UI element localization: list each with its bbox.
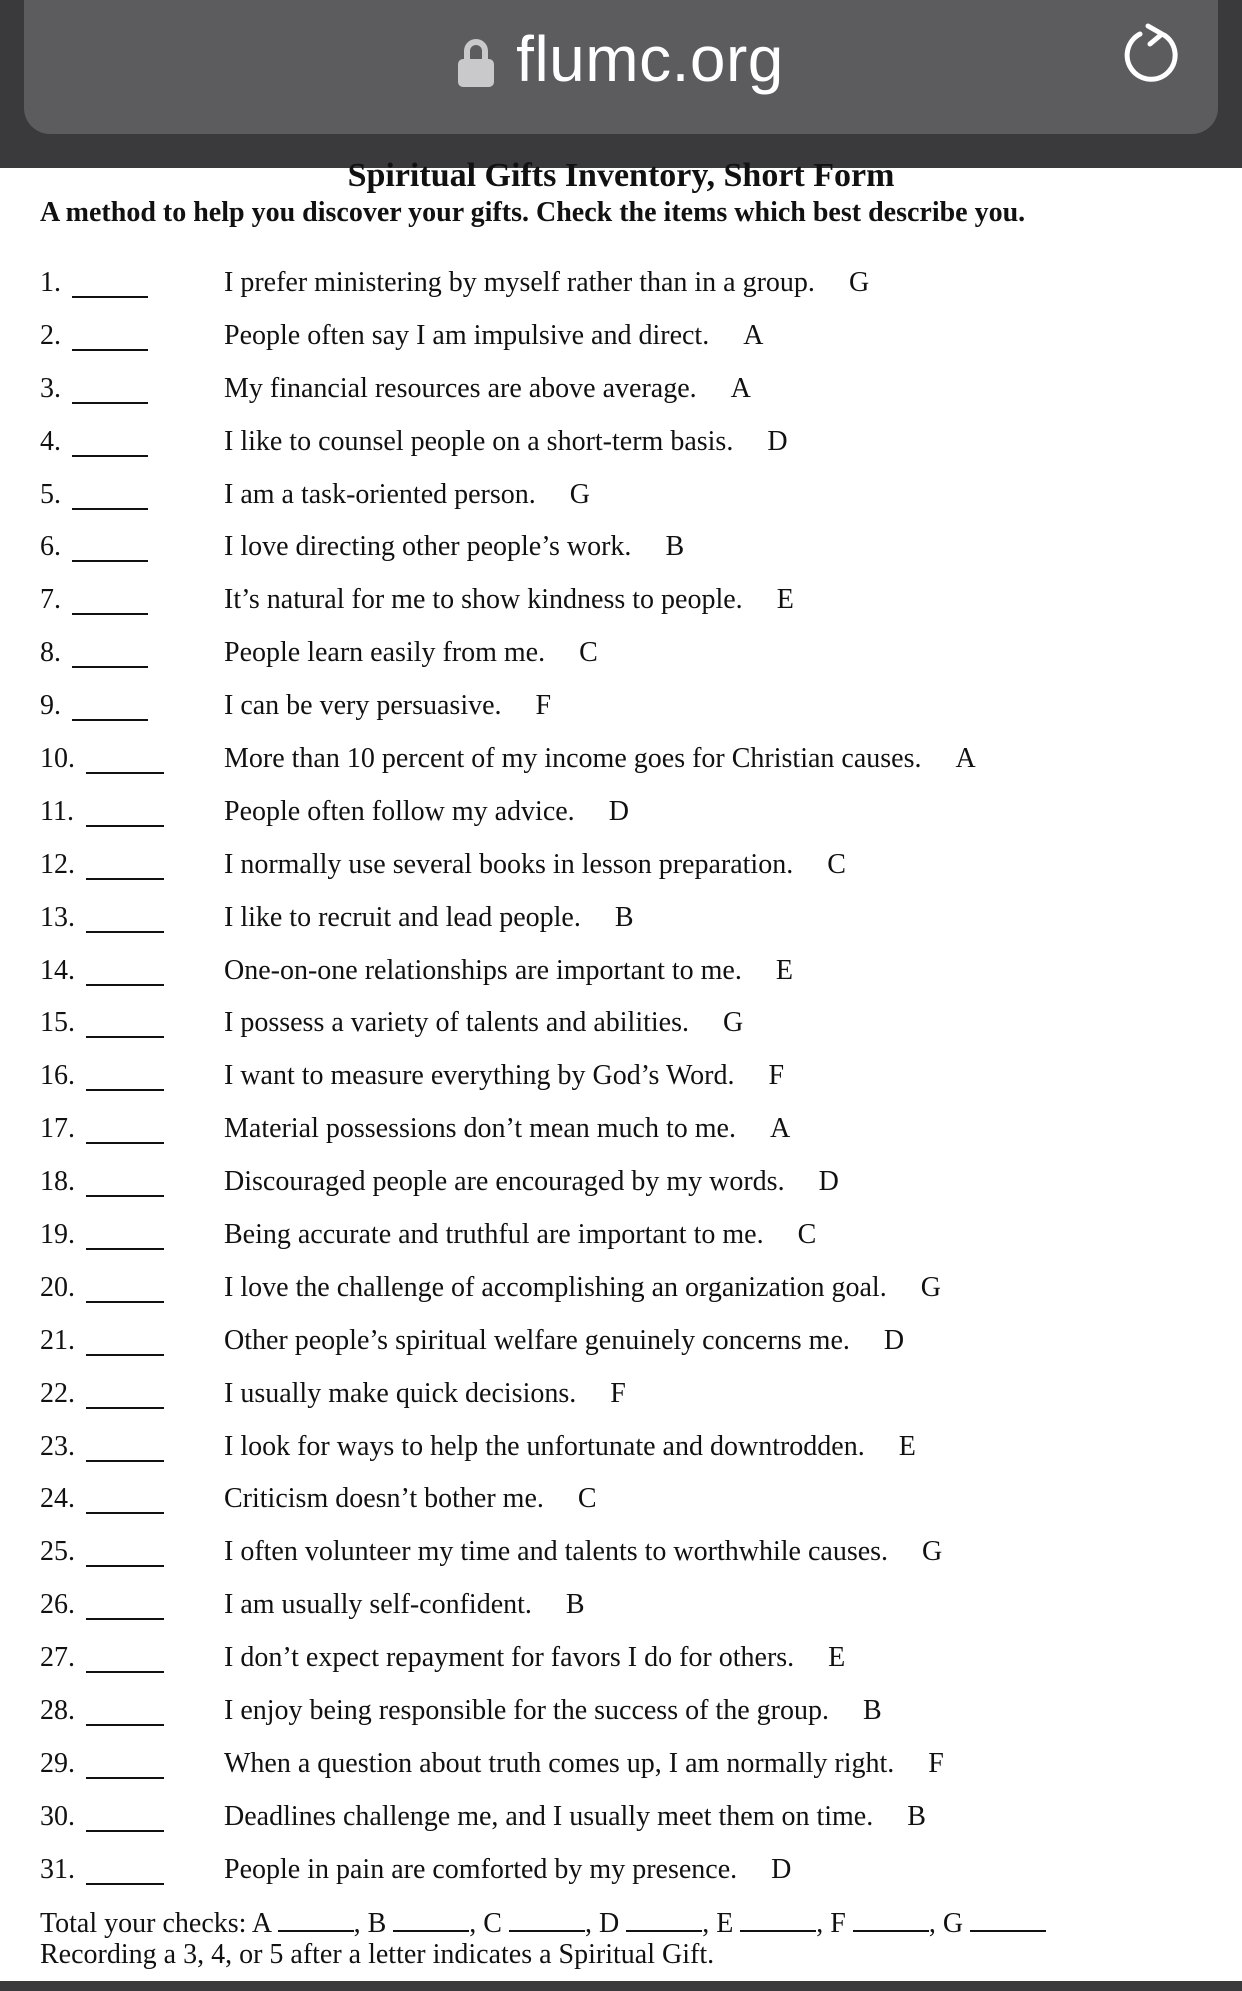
list-item — [0, 317, 1242, 370]
item-number: 29. — [40, 1747, 75, 1779]
item-number: 5. — [40, 478, 61, 510]
item-text — [224, 264, 869, 302]
item-statement: I love directing other people’s work. — [224, 531, 632, 563]
item-gift-code: D — [771, 1853, 792, 1885]
list-item — [0, 846, 1242, 899]
check-blank[interactable] — [86, 1851, 164, 1885]
address-bar[interactable] — [24, 0, 1218, 134]
item-statement: People in pain are comforted by my presence. — [224, 1853, 738, 1885]
item-gift-code: F — [928, 1747, 944, 1779]
check-blank[interactable] — [86, 1428, 164, 1462]
item-statement: I usually make quick decisions. — [224, 1377, 577, 1409]
list-item — [0, 1639, 1242, 1692]
list-item — [0, 1428, 1242, 1481]
item-text — [224, 1110, 790, 1148]
item-gift-code: D — [767, 425, 788, 457]
item-gift-code: B — [565, 1589, 585, 1621]
list-item — [0, 1533, 1242, 1586]
item-statement: My financial resources are above average. — [224, 372, 697, 404]
item-statement: I like to recruit and lead people. — [224, 901, 581, 933]
item-number: 10. — [40, 743, 75, 775]
list-item — [0, 1004, 1242, 1057]
item-text — [224, 1269, 941, 1307]
check-blank[interactable] — [86, 1322, 164, 1356]
item-gift-code: G — [569, 478, 591, 510]
item-number: 25. — [40, 1536, 75, 1568]
list-item — [0, 1216, 1242, 1269]
totals-line: Total your checks: A , B , C , D , E , F , G — [40, 1904, 1046, 1941]
check-blank[interactable] — [72, 687, 148, 721]
item-number: 12. — [40, 848, 75, 880]
item-statement: People learn easily from me. — [224, 637, 546, 669]
check-blank[interactable] — [72, 317, 148, 351]
item-text — [224, 687, 551, 725]
item-gift-code: B — [862, 1695, 882, 1727]
item-text — [224, 476, 590, 514]
totals-label: Total your checks: — [40, 1908, 247, 1939]
item-number: 18. — [40, 1166, 75, 1198]
item-text — [224, 1163, 839, 1201]
item-statement: I am a task-oriented person. — [224, 478, 536, 510]
check-blank[interactable] — [72, 423, 148, 457]
item-text — [224, 1480, 597, 1518]
item-gift-code: E — [898, 1430, 916, 1462]
recording-note: Recording a 3, 4, or 5 after a letter indicates a Spiritual Gift. — [40, 1939, 715, 1970]
item-gift-code: B — [614, 901, 634, 933]
check-blank[interactable] — [86, 1110, 164, 1144]
item-number: 27. — [40, 1642, 75, 1674]
item-text — [224, 1586, 585, 1624]
totals-letter: E — [716, 1908, 734, 1939]
totals-letter: G — [942, 1908, 964, 1939]
totals-blank[interactable] — [393, 1904, 469, 1932]
item-text — [224, 1851, 791, 1889]
check-blank[interactable] — [86, 1163, 164, 1197]
item-gift-code: A — [730, 372, 751, 404]
item-text — [224, 740, 976, 778]
item-gift-code: E — [775, 954, 793, 986]
check-blank[interactable] — [86, 793, 164, 827]
item-statement: I prefer ministering by myself rather than in a group. — [224, 267, 815, 298]
list-item — [0, 1322, 1242, 1375]
item-number: 1. — [40, 267, 61, 298]
check-blank[interactable] — [72, 264, 148, 298]
item-number: 9. — [40, 690, 61, 722]
list-item — [0, 1375, 1242, 1428]
item-gift-code: B — [665, 531, 685, 563]
list-item — [0, 1798, 1242, 1851]
item-statement: I want to measure everything by God’s Word. — [224, 1060, 735, 1092]
totals-blank[interactable] — [626, 1904, 702, 1932]
check-blank[interactable] — [86, 1692, 164, 1726]
list-item — [0, 687, 1242, 740]
item-text — [224, 1798, 926, 1836]
item-statement: I look for ways to help the unfortunate and downtrodden. — [224, 1430, 865, 1462]
check-blank[interactable] — [86, 740, 164, 774]
item-text — [224, 846, 846, 884]
list-item — [0, 423, 1242, 476]
item-number: 17. — [40, 1113, 75, 1145]
item-statement: Being accurate and truthful are important to me. — [224, 1219, 764, 1251]
check-blank[interactable] — [86, 952, 164, 986]
document-subtitle: A method to help you discover your gifts. Check the items which best describe you. — [40, 197, 1026, 228]
item-text — [224, 793, 629, 831]
item-gift-code: G — [922, 1536, 943, 1568]
item-number: 2. — [40, 319, 61, 351]
check-blank[interactable] — [86, 899, 164, 933]
list-item — [0, 1692, 1242, 1745]
url-text: flumc.org — [516, 23, 784, 95]
totals-blank[interactable] — [970, 1904, 1046, 1932]
item-text — [224, 1216, 816, 1254]
item-statement: Criticism doesn’t bother me. — [224, 1483, 544, 1515]
item-statement: I possess a variety of talents and abilities. — [224, 1007, 689, 1039]
item-gift-code: F — [610, 1377, 626, 1409]
item-number: 31. — [40, 1853, 75, 1885]
item-gift-code: A — [769, 1113, 791, 1145]
item-gift-code: A — [955, 743, 976, 775]
list-item — [0, 634, 1242, 687]
item-number: 4. — [40, 425, 61, 457]
list-item — [0, 264, 1242, 317]
item-statement: I love the challenge of accomplishing an organization goal. — [224, 1271, 887, 1303]
totals-letter: F — [830, 1908, 846, 1939]
item-gift-code: C — [827, 848, 846, 880]
item-gift-code: G — [920, 1271, 941, 1303]
item-number: 14. — [40, 954, 75, 986]
item-gift-code: E — [828, 1642, 846, 1674]
list-item — [0, 899, 1242, 952]
check-blank[interactable] — [86, 1586, 164, 1620]
totals-letter: A — [251, 1908, 271, 1939]
list-item — [0, 1851, 1242, 1904]
item-text — [224, 1639, 845, 1677]
item-text — [224, 423, 788, 461]
item-text — [224, 1057, 784, 1095]
totals-blank[interactable] — [509, 1904, 585, 1932]
check-blank[interactable] — [72, 528, 148, 562]
check-blank[interactable] — [72, 476, 148, 510]
totals-letter: D — [598, 1908, 620, 1939]
lock-icon — [458, 39, 494, 87]
item-number: 16. — [40, 1060, 75, 1092]
item-statement: I like to counsel people on a short-term basis. — [224, 425, 734, 457]
item-number: 20. — [40, 1271, 75, 1303]
item-statement: I don’t expect repayment for favors I do for others. — [224, 1642, 795, 1674]
list-item — [0, 1480, 1242, 1533]
list-item — [0, 1110, 1242, 1163]
list-item — [0, 1269, 1242, 1322]
item-gift-code: D — [818, 1166, 839, 1198]
item-number: 24. — [40, 1483, 75, 1515]
item-number: 21. — [40, 1324, 75, 1356]
item-number: 13. — [40, 901, 75, 933]
list-item — [0, 1586, 1242, 1639]
totals-blank[interactable] — [278, 1904, 354, 1932]
item-text — [224, 1428, 916, 1466]
check-blank[interactable] — [86, 1269, 164, 1303]
browser-chrome — [0, 0, 1242, 168]
item-gift-code: C — [579, 637, 598, 669]
item-gift-code: D — [608, 795, 629, 827]
item-number: 7. — [40, 584, 61, 616]
item-statement: It’s natural for me to show kindness to people. — [224, 584, 743, 616]
item-number: 8. — [40, 637, 61, 669]
totals-letter: C — [483, 1908, 502, 1939]
item-statement: Other people’s spiritual welfare genuinely concerns me. — [224, 1324, 850, 1356]
item-statement: Material possessions don’t mean much to me. — [224, 1113, 736, 1145]
item-statement: People often say I am impulsive and direct. — [224, 319, 710, 351]
url-display[interactable] — [24, 22, 1218, 96]
item-statement: More than 10 percent of my income goes for Christian causes. — [224, 743, 922, 775]
document-title: Spiritual Gifts Inventory, Short Form — [347, 157, 895, 194]
item-number: 6. — [40, 531, 61, 563]
check-blank[interactable] — [86, 1745, 164, 1779]
list-item — [0, 528, 1242, 581]
item-statement: I am usually self-confident. — [224, 1589, 532, 1621]
item-gift-code: F — [535, 690, 552, 722]
item-text — [224, 1533, 942, 1571]
item-gift-code: B — [907, 1800, 926, 1832]
list-item — [0, 952, 1242, 1005]
item-number: 26. — [40, 1589, 75, 1621]
item-gift-code: G — [848, 267, 870, 298]
check-blank[interactable] — [86, 1480, 164, 1514]
item-text — [224, 370, 751, 408]
bottom-bar — [0, 1981, 1242, 1991]
item-number: 28. — [40, 1695, 75, 1727]
item-number: 3. — [40, 372, 61, 404]
item-number: 15. — [40, 1007, 75, 1039]
check-blank[interactable] — [86, 1375, 164, 1409]
item-text — [224, 1322, 904, 1360]
totals-letter: B — [367, 1908, 387, 1939]
item-text — [224, 1745, 944, 1783]
item-statement: Discouraged people are encouraged by my words. — [224, 1166, 785, 1198]
check-blank[interactable] — [86, 1216, 164, 1250]
check-blank[interactable] — [86, 1004, 164, 1038]
list-item — [0, 740, 1242, 793]
item-number: 23. — [40, 1430, 75, 1462]
item-text — [224, 634, 598, 672]
item-text — [224, 952, 793, 990]
item-text — [224, 1692, 882, 1730]
item-text — [224, 1375, 626, 1413]
item-number: 22. — [40, 1377, 75, 1409]
item-statement: I normally use several books in lesson preparation. — [224, 848, 794, 880]
item-number: 11. — [40, 795, 74, 827]
item-statement: Deadlines challenge me, and I usually meet them on time. — [224, 1800, 874, 1832]
item-statement: I enjoy being responsible for the success of the group. — [224, 1695, 829, 1727]
item-number: 19. — [40, 1219, 75, 1251]
item-statement: When a question about truth comes up, I am normally right. — [224, 1747, 895, 1779]
item-gift-code: D — [883, 1324, 905, 1356]
check-blank[interactable] — [86, 1057, 164, 1091]
item-text — [224, 899, 634, 937]
item-text — [224, 1004, 743, 1042]
item-number: 30. — [40, 1800, 75, 1832]
item-gift-code: A — [743, 319, 764, 351]
item-gift-code: G — [723, 1007, 744, 1039]
totals-blank[interactable] — [740, 1904, 816, 1932]
inventory-list — [0, 264, 1242, 1904]
reload-icon[interactable] — [1118, 18, 1188, 88]
list-item — [0, 1057, 1242, 1110]
check-blank[interactable] — [86, 1533, 164, 1567]
list-item — [0, 793, 1242, 846]
item-gift-code: C — [577, 1483, 597, 1515]
item-text — [224, 317, 763, 355]
list-item — [0, 476, 1242, 529]
item-text — [224, 581, 794, 619]
totals-blank[interactable] — [853, 1904, 929, 1932]
item-statement: One-on-one relationships are important to me. — [224, 954, 742, 986]
check-blank[interactable] — [86, 1639, 164, 1673]
check-blank[interactable] — [72, 581, 148, 615]
list-item — [0, 370, 1242, 423]
list-item — [0, 1163, 1242, 1216]
item-statement: I often volunteer my time and talents to worthwhile causes. — [224, 1536, 889, 1568]
check-blank[interactable] — [72, 370, 148, 404]
item-statement: People often follow my advice. — [224, 795, 575, 827]
item-statement: I can be very persuasive. — [224, 690, 502, 722]
check-blank[interactable] — [86, 846, 164, 880]
list-item — [0, 581, 1242, 634]
item-gift-code: F — [768, 1060, 785, 1092]
check-blank[interactable] — [86, 1798, 164, 1832]
item-gift-code: C — [797, 1219, 817, 1251]
item-gift-code: E — [776, 584, 794, 616]
check-blank[interactable] — [72, 634, 148, 668]
list-item — [0, 1745, 1242, 1798]
item-text — [224, 528, 684, 566]
